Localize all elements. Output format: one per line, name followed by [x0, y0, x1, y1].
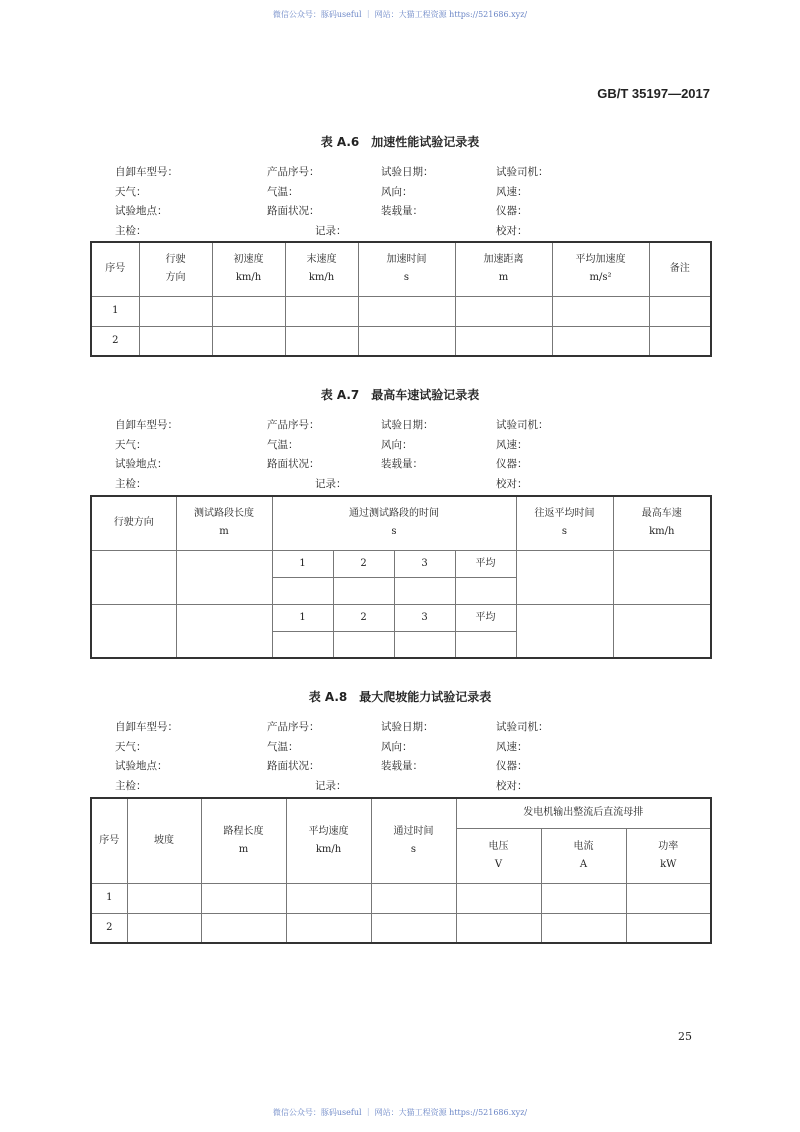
data-cell[interactable] [286, 913, 371, 943]
header-cell: 路程长度 m [201, 798, 286, 883]
sub-header-cell: 电压 V [456, 828, 541, 883]
header-cell: 行驶 方向 [139, 242, 212, 296]
data-cell[interactable] [371, 913, 456, 943]
header-cell: 加速时间 s [358, 242, 455, 296]
field-label-date: 试验日期： [381, 419, 434, 431]
data-cell[interactable] [139, 296, 212, 326]
sub-header-cell: 1 [272, 604, 333, 631]
header-cell: 平均速度 km/h [286, 798, 371, 883]
field-label-driver: 试验司机： [496, 419, 549, 431]
field-label-weather: 天气： [115, 740, 147, 753]
header-cell: 序号 [91, 242, 139, 296]
field-label-road: 路面状况： [267, 760, 320, 772]
table-a7 [90, 495, 712, 659]
header-cell: 初速度 km/h [212, 242, 285, 296]
sub-header-cell: 功率 kW [626, 828, 711, 883]
data-cell[interactable] [201, 883, 286, 913]
data-cell[interactable] [649, 296, 711, 326]
field-label-temp: 气温： [267, 185, 299, 198]
data-cell[interactable] [201, 913, 286, 943]
field-label-chief: 主检： [115, 224, 147, 237]
field-label-checker: 校对： [496, 224, 528, 237]
field-label-chief: 主检： [115, 779, 147, 792]
sub-header-cell: 3 [394, 604, 455, 631]
direction-cell[interactable] [91, 550, 176, 604]
data-cell[interactable] [127, 913, 201, 943]
row-number: 2 [91, 913, 127, 943]
field-label-date: 试验日期： [381, 166, 434, 178]
field-label-driver: 试验司机： [496, 166, 549, 178]
header-cell: 坡度 [127, 798, 201, 883]
field-label-instrument: 仪器： [496, 760, 528, 772]
sub-header-cell: 电流 A [541, 828, 626, 883]
standard-number: GB/T 35197—2017 [597, 86, 710, 101]
time-cell[interactable] [394, 631, 455, 658]
field-label-wind_dir: 风向： [381, 185, 413, 198]
row-number: 2 [91, 326, 139, 356]
time-cell[interactable] [394, 577, 455, 604]
data-cell[interactable] [552, 296, 649, 326]
field-label-checker: 校对： [496, 779, 528, 792]
field-label-temp: 气温： [267, 438, 299, 451]
time-cell[interactable] [333, 577, 394, 604]
data-cell[interactable] [552, 326, 649, 356]
field-label-road: 路面状况： [267, 458, 320, 470]
page-number: 25 [678, 1030, 692, 1043]
field-label-load: 装载量： [381, 760, 423, 772]
table-title-a7: 表 A.7 最高车速试验记录表 [320, 388, 480, 402]
field-label-recorder: 记录： [315, 224, 347, 237]
watermark: 微信公众号：豚码useful ｜ 网站：大猫工程资源 https://521686.xyz/ [272, 10, 528, 19]
table-a8 [90, 797, 712, 944]
header-cell: 通过时间 s [371, 798, 456, 883]
sub-header-cell: 平均 [455, 550, 516, 577]
time-cell[interactable] [333, 631, 394, 658]
header-cell: 往返平均时间 s [516, 496, 613, 550]
field-label-wind_speed: 风速： [496, 438, 528, 451]
data-cell[interactable] [626, 883, 711, 913]
data-cell[interactable] [456, 913, 541, 943]
data-cell[interactable] [541, 913, 626, 943]
field-label-model: 自卸车型号： [115, 419, 178, 431]
row-number: 1 [91, 296, 139, 326]
row-number: 1 [91, 883, 127, 913]
field-label-wind_speed: 风速： [496, 740, 528, 753]
group-header-cell: 发电机输出整流后直流母排 [456, 798, 711, 828]
data-cell[interactable] [212, 326, 285, 356]
time-cell[interactable] [455, 631, 516, 658]
data-cell[interactable] [626, 913, 711, 943]
data-cell[interactable] [456, 883, 541, 913]
field-label-chief: 主检： [115, 477, 147, 490]
time-cell[interactable] [272, 577, 333, 604]
avg-time-cell[interactable] [516, 604, 613, 658]
time-cell[interactable] [455, 577, 516, 604]
max-speed-cell[interactable] [613, 550, 711, 604]
data-cell[interactable] [139, 326, 212, 356]
length-cell[interactable] [176, 550, 272, 604]
sub-header-cell: 1 [272, 550, 333, 577]
data-cell[interactable] [286, 883, 371, 913]
header-cell: 行驶方向 [91, 496, 176, 550]
data-cell[interactable] [649, 326, 711, 356]
header-cell: 测试路段长度 m [176, 496, 272, 550]
header-cell: 通过测试路段的时间 s [272, 496, 516, 550]
field-label-temp: 气温： [267, 740, 299, 753]
field-label-recorder: 记录： [315, 779, 347, 792]
field-label-serial: 产品序号： [267, 419, 320, 431]
field-label-road: 路面状况： [267, 205, 320, 217]
time-cell[interactable] [272, 631, 333, 658]
field-label-driver: 试验司机： [496, 721, 549, 733]
field-label-load: 装载量： [381, 458, 423, 470]
avg-time-cell[interactable] [516, 550, 613, 604]
data-cell[interactable] [358, 326, 455, 356]
table-a6 [90, 241, 712, 357]
field-label-load: 装载量： [381, 205, 423, 217]
max-speed-cell[interactable] [613, 604, 711, 658]
field-label-serial: 产品序号： [267, 166, 320, 178]
data-cell[interactable] [455, 326, 552, 356]
field-label-site: 试验地点： [115, 205, 168, 217]
field-label-weather: 天气： [115, 438, 147, 451]
header-cell: 最高车速 km/h [613, 496, 711, 550]
field-label-instrument: 仪器： [496, 205, 528, 217]
header-cell: 末速度 km/h [285, 242, 358, 296]
field-label-site: 试验地点： [115, 458, 168, 470]
field-label-checker: 校对： [496, 477, 528, 490]
field-label-wind_speed: 风速： [496, 185, 528, 198]
field-label-serial: 产品序号： [267, 721, 320, 733]
data-cell[interactable] [371, 883, 456, 913]
field-label-model: 自卸车型号： [115, 721, 178, 733]
field-label-recorder: 记录： [315, 477, 347, 490]
field-label-model: 自卸车型号： [115, 166, 178, 178]
field-label-weather: 天气： [115, 185, 147, 198]
data-cell[interactable] [541, 883, 626, 913]
data-cell[interactable] [358, 296, 455, 326]
length-cell[interactable] [176, 604, 272, 658]
header-cell: 加速距离 m [455, 242, 552, 296]
data-cell[interactable] [285, 296, 358, 326]
data-cell[interactable] [127, 883, 201, 913]
sub-header-cell: 2 [333, 550, 394, 577]
watermark: 微信公众号：豚码useful ｜ 网站：大猫工程资源 https://521686.xyz/ [272, 1108, 528, 1117]
field-label-instrument: 仪器： [496, 458, 528, 470]
sub-header-cell: 3 [394, 550, 455, 577]
data-cell[interactable] [455, 296, 552, 326]
data-cell[interactable] [285, 326, 358, 356]
field-label-wind_dir: 风向： [381, 740, 413, 753]
header-cell: 平均加速度 m/s² [552, 242, 649, 296]
direction-cell[interactable] [91, 604, 176, 658]
table-title-a6: 表 A.6 加速性能试验记录表 [320, 135, 480, 149]
table-title-a8: 表 A.8 最大爬坡能力试验记录表 [308, 690, 492, 704]
field-label-site: 试验地点： [115, 760, 168, 772]
header-cell: 备注 [649, 242, 711, 296]
data-cell[interactable] [212, 296, 285, 326]
sub-header-cell: 平均 [455, 604, 516, 631]
sub-header-cell: 2 [333, 604, 394, 631]
field-label-date: 试验日期： [381, 721, 434, 733]
field-label-wind_dir: 风向： [381, 438, 413, 451]
header-cell: 序号 [91, 798, 127, 883]
